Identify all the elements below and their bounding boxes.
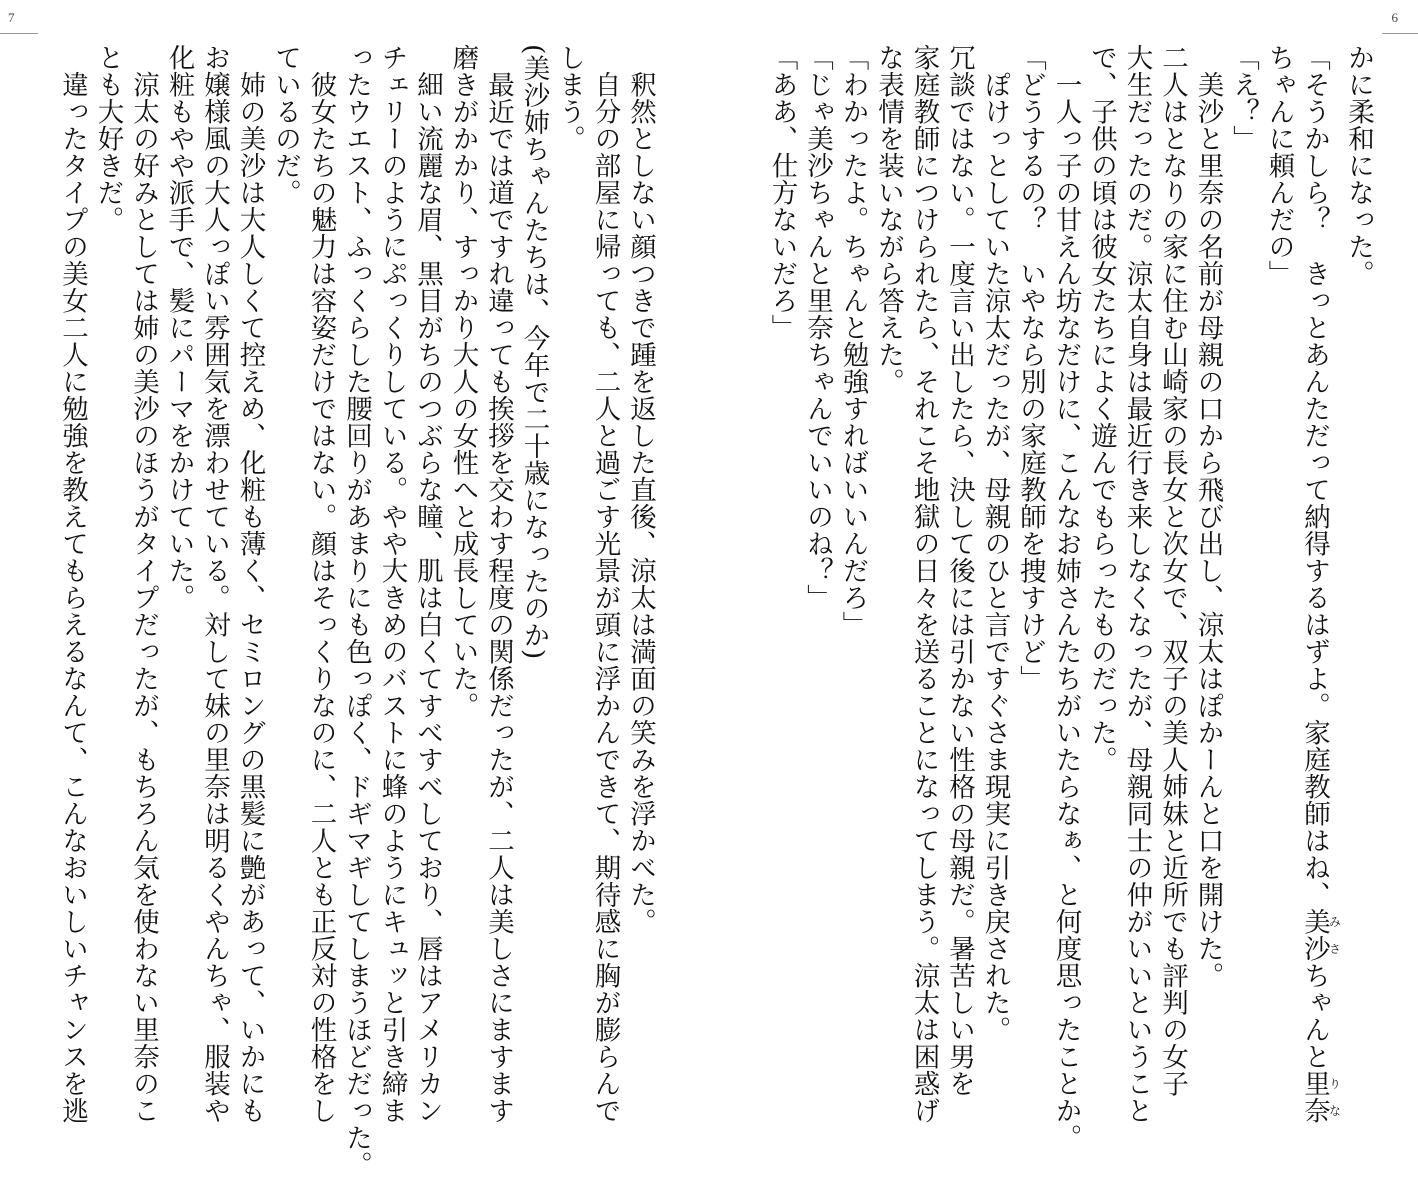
text-line: 「え？」 [1228, 44, 1259, 152]
text-line: 冗談ではない。一度言い出したら、決して後には引かない性格の母親だ。暑苦しい男を [944, 44, 975, 1097]
text-line: 涼太の好みとしては姉の美沙のほうがタイプだったが、もちろん気を使わない里奈のこ [128, 70, 159, 1124]
text-line: しまう。 [554, 44, 585, 152]
right-page-text [716, 44, 1376, 1151]
page-number-right: 6 [1391, 10, 1398, 25]
text-line: 磨きがかかり、すっかり大人の女性へと成長していた。 [447, 44, 479, 719]
text-line: 最近では道ですれ違っても挨拶を交わす程度の関係だったが、二人は美しさにますます [483, 70, 514, 1124]
text-line: ったウエスト、ふっくらした腰回りがあまりにも色っぽく、ドギマギしてしまうほどだった。 [341, 44, 372, 1178]
text-line: 彼女たちの魅力は容姿だけではない。顔はそっくりなのに、二人とも正反対の性格をし [305, 70, 337, 1124]
text-line: ているのだ。 [270, 44, 301, 206]
text-line: 二人はとなりの家に住む山崎家の長女と次女で、双子の美人姉妹と近所でも評判の女子 [1157, 44, 1188, 1097]
text-line: 違ったタイプの美女二人に勉強を教えてもらえるなんて、こんなおいしいチャンスを逃 [57, 70, 88, 1124]
text-line: 「わかったよ。ちゃんと勉強すればいいんだろ」 [837, 44, 869, 638]
text-line: 「じゃ美沙ちゃんと里奈ちゃんでいいのね？」 [802, 44, 833, 611]
text-line: 自分の部屋に帰っても、二人と過ごす光景が頭に浮かんできて、期待感に胸が膨らんで [589, 70, 621, 1124]
ruby-rina: 里奈りな [1299, 1070, 1342, 1124]
text-line: (美沙姉ちゃんたちは、今年で二十歳になったのか) [518, 44, 550, 660]
text-line: ちゃんに頼んだの」 [1263, 44, 1295, 287]
text-line-with-ruby: 「そうかしら？ きっとあんただって納得するはずよ。家庭教師はね、美沙みさちゃんと里奈りな [1299, 44, 1342, 1124]
text-line: 「ああ、仕方ないだろ」 [766, 44, 798, 341]
left-page-text [0, 44, 658, 1178]
page-number-left: 7 [8, 10, 15, 25]
text-line: 細い流麗な眉、黒目がちのつぶらな瞳、肌は白くてすべすべしており、唇はアメリカン [412, 70, 443, 1124]
text-line: で、子供の頃は彼女たちによく遊んでもらったものだった。 [1086, 44, 1117, 773]
ruby-misa: 美沙みさ [1299, 908, 1342, 962]
text-line: かに柔和になった。 [1343, 44, 1374, 287]
text-line: ぽけっとしていた涼太だったが、母親のひと言ですぐさま現実に引き戻された。 [979, 70, 1011, 1043]
text-line: チェリーのようにぷっくりしている。やや大きめのバストに蜂のようにキュッと引き締ま [376, 44, 408, 1124]
header-rule-left [0, 33, 38, 34]
text-line: 一人っ子の甘えん坊なだけに、こんなお姉さんたちがいたらなぁ、と何度思ったことか。 [1050, 70, 1082, 1151]
text-line: 大生だったのだ。涼太自身は最近行き来しなくなったが、母親同士の仲がいいということ [1121, 44, 1153, 1124]
text-line: 化粧もやや派手で、髪にパーマをかけていた。 [163, 44, 195, 611]
text-line: とも大好きだ。 [92, 44, 124, 233]
text-line: 姉の美沙は大人しくて控えめ、化粧も薄く、セミロングの黒髪に艶があって、いかにも [234, 70, 266, 1124]
text-line: 美沙と里奈の名前が母親の口から飛び出し、涼太はぽかーんと口を開けた。 [1192, 70, 1224, 989]
text-line: 釈然としない顔つきで踵を返した直後、涼太は満面の笑みを浮かべた。 [625, 70, 656, 935]
text-line: お嬢様風の大人っぽい雰囲気を漂わせている。対して妹の里奈は明るくやんちゃ、服装や [199, 44, 230, 1124]
text-line: 家庭教師につけられたら、それこそ地獄の日々を送ることになってしまう。涼太は困惑げ [908, 44, 940, 1124]
header-rule-right [1382, 33, 1418, 34]
text-line: な表情を装いながら答えた。 [873, 44, 904, 395]
text-line: 「どうするの？ いやなら別の家庭教師を捜すけど」 [1015, 44, 1046, 692]
